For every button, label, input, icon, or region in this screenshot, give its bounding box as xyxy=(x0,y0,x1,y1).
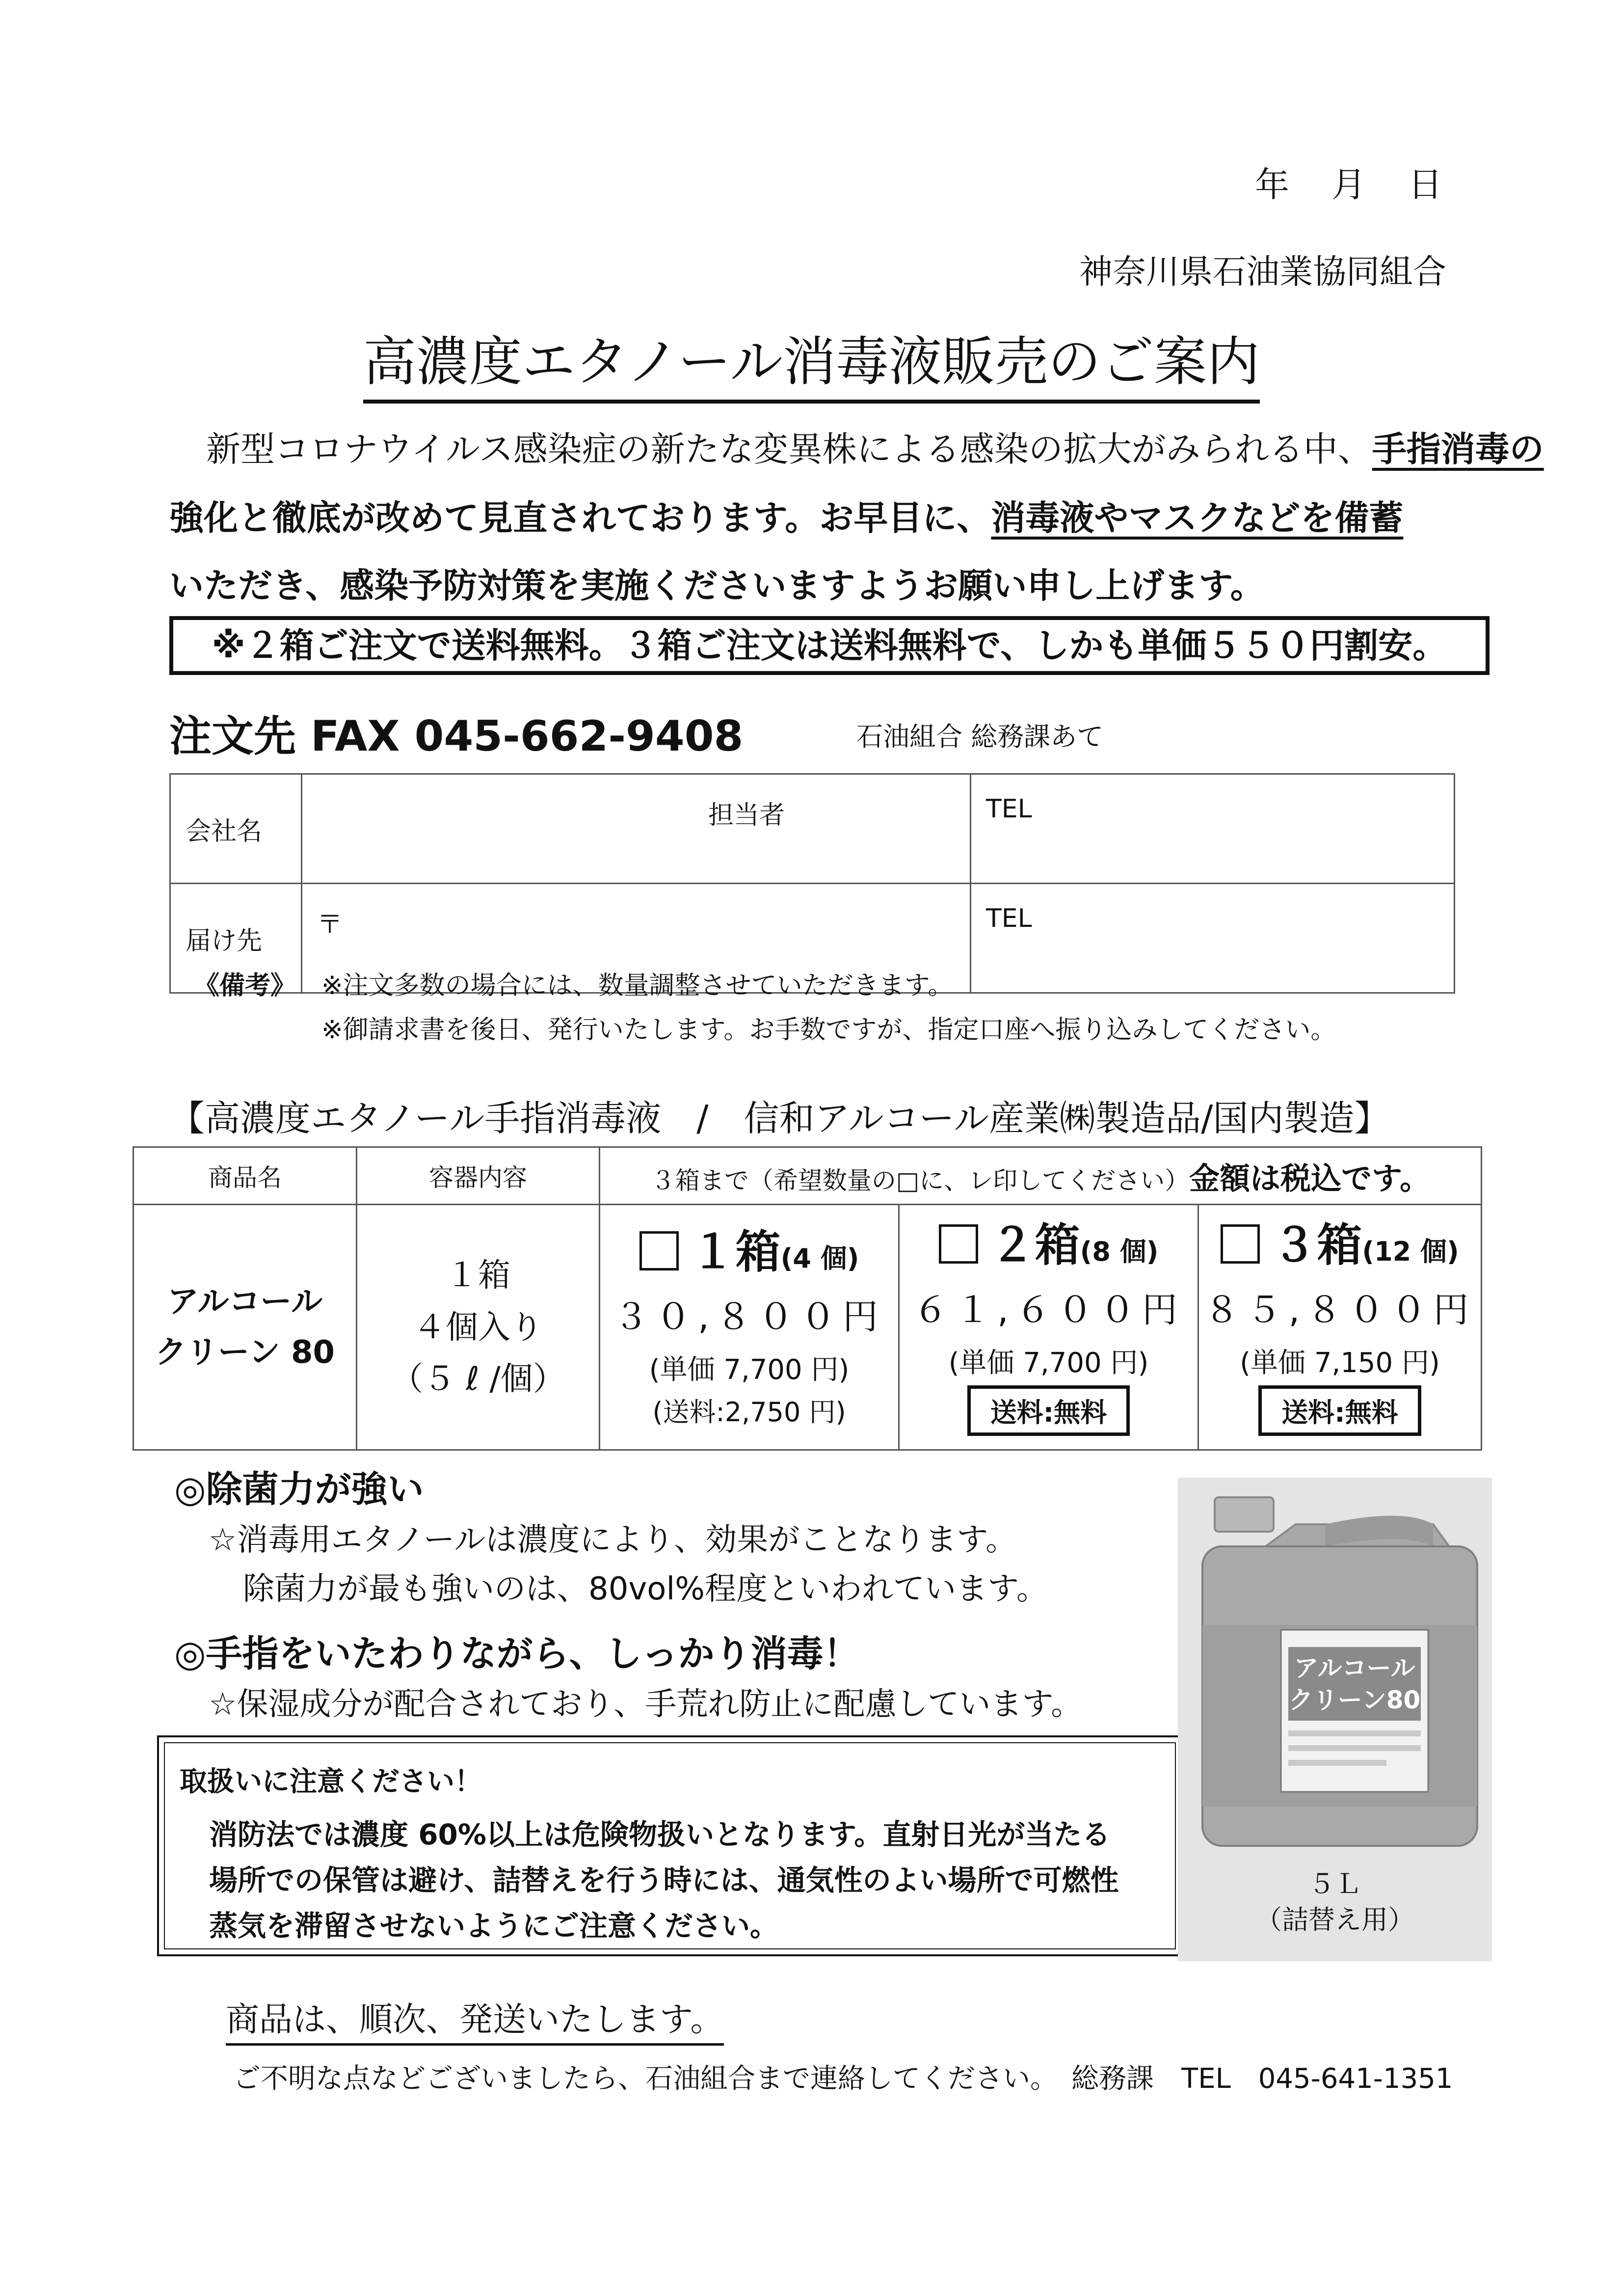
photo-label-line-1: アルコール xyxy=(1294,1654,1415,1682)
intro-emphasis: 消毒液やマスクなどを備蓄 xyxy=(991,498,1404,538)
content-line-1: １箱 xyxy=(446,1256,510,1295)
promo-banner: ※２箱ご注文で送料無料。３箱ご注文は送料無料で、しかも単価５５０円割安。 xyxy=(169,616,1490,675)
notes-label: 《備考》 xyxy=(194,971,296,1000)
checkbox-3-box[interactable] xyxy=(1221,1224,1260,1264)
option-1-price: ３０,８００円 xyxy=(613,1296,885,1338)
product-name-line-2: クリーン 80 xyxy=(155,1334,335,1371)
feature-2-line-1: ☆保湿成分が配合されており、手荒れ防止に配慮しています。 xyxy=(209,1686,1083,1723)
option-3-unit-price: (単価 7,150 円) xyxy=(1240,1347,1440,1379)
option-1-shipping: (送料:2,750 円) xyxy=(652,1397,846,1428)
photo-caption-type: （詰替え用） xyxy=(1255,1904,1414,1935)
caution-line-1: 消防法では濃度 60%以上は危険物扱いとなります。直射日光が当たる xyxy=(209,1818,1111,1851)
tel-label: TEL xyxy=(986,794,1032,824)
option-2-price: ６１,６００円 xyxy=(913,1289,1184,1331)
shipping-note xyxy=(226,1993,724,2041)
photo-label-line-2: クリーン80 xyxy=(1288,1686,1421,1714)
option-3-shipping-badge: 送料:無料 xyxy=(1258,1385,1421,1436)
option-3-count: (12 個) xyxy=(1362,1236,1459,1267)
product-heading: 【高濃度エタノール手指消毒液 / 信和アルコール産業㈱製造品/国内製造】 xyxy=(169,1098,1390,1139)
product-name-line-1: アルコール xyxy=(167,1284,323,1321)
page-title xyxy=(0,319,1623,395)
note-line-1: ※注文多数の場合には、数量調整させていただきます。 xyxy=(321,971,954,1000)
feature-2-title: ◎手指をいたわりながら、しっかり消毒！ xyxy=(174,1633,860,1675)
organization-name: 神奈川県石油業協同組合 xyxy=(1079,253,1446,292)
intro-line-1 xyxy=(206,429,1544,469)
tel-label: TEL xyxy=(986,904,1032,933)
option-1-unit-price: (単価 7,700 円) xyxy=(649,1354,850,1386)
checkbox-1-box[interactable] xyxy=(639,1231,679,1270)
intro-emphasis: 手指消毒の xyxy=(1372,429,1544,469)
feature-1-title: ◎除菌力が強い xyxy=(174,1468,424,1511)
contact-person-label: 担当者 xyxy=(708,801,785,830)
order-form xyxy=(169,773,1455,994)
postal-mark: 〒 xyxy=(317,910,343,940)
quantity-instruction: ３箱まで（希望数量の□に、レ印してください） xyxy=(650,1166,1190,1195)
option-2-unit-price: (単価 7,700 円) xyxy=(948,1347,1149,1379)
caution-title: 取扱いに注意ください！ xyxy=(180,1766,482,1798)
contact-line: ご不明な点などございましたら、石油組合まで連絡してください。 総務課 TEL 045-641-1351 xyxy=(233,2063,1453,2095)
option-2-shipping-badge: 送料:無料 xyxy=(967,1385,1130,1436)
option-1-label: １箱 xyxy=(690,1225,781,1278)
caution-box-inner xyxy=(164,1742,1176,1949)
content-line-3: （５ ℓ /個） xyxy=(391,1360,565,1398)
intro-text: 新型コロナウイルス感染症の新たな変異株による感染の拡大がみられる中、 xyxy=(206,429,1372,469)
tel-field-2[interactable] xyxy=(971,884,1455,993)
product-name-cell xyxy=(133,1205,357,1450)
caution-line-2: 場所での保管は避け、詰替えを行う時には、通気性のよい場所で可燃性 xyxy=(209,1863,1119,1897)
page-title-text: 高濃度エタノール消毒液販売のご案内 xyxy=(363,331,1260,404)
option-3-label: ３箱 xyxy=(1272,1218,1362,1271)
option-3-price: ８５,８００円 xyxy=(1204,1289,1476,1331)
intro-text: 強化と徹底が改めて見直されております。お早目に、 xyxy=(169,498,991,538)
fax-number: 注文先 FAX 045-662-9408 xyxy=(169,712,744,761)
option-cell-1 xyxy=(600,1205,899,1450)
company-label: 会社名 xyxy=(170,774,302,884)
tel-field-1[interactable] xyxy=(971,774,1455,884)
checkbox-2-box[interactable] xyxy=(939,1224,978,1264)
delivery-label: 届け先 xyxy=(170,884,302,993)
col-header-quantity xyxy=(600,1147,1482,1205)
date-line: 年 月 日 xyxy=(1255,164,1446,205)
feature-1-line-2: 除菌力が最も強いのは、80vol%程度といわれています。 xyxy=(243,1571,1048,1607)
col-header-content: 容器内容 xyxy=(357,1147,600,1205)
fax-recipient-note: 石油組合 総務課あて xyxy=(856,721,1104,752)
note-line-2: ※御請求書を後日、発行いたします。お手数ですが、指定口座へ振り込みしてください。 xyxy=(321,1015,1336,1045)
option-cell-2 xyxy=(899,1205,1198,1450)
feature-1-line-1: ☆消毒用エタノールは濃度により、効果がことなります。 xyxy=(209,1522,1017,1558)
option-cell-3 xyxy=(1198,1205,1482,1450)
option-2-label: ２箱 xyxy=(989,1218,1080,1271)
option-2-count: (8 個) xyxy=(1080,1236,1159,1267)
company-field[interactable] xyxy=(302,774,971,884)
content-line-2: ４個入り xyxy=(413,1308,543,1346)
intro-line-2 xyxy=(169,498,1404,538)
product-table xyxy=(133,1146,1482,1451)
option-1-count: (4 個) xyxy=(780,1243,859,1274)
tax-note: 金額は税込です。 xyxy=(1189,1160,1431,1196)
shipping-note-text: 商品は、順次、発送いたします。 xyxy=(226,2000,724,2046)
col-header-name: 商品名 xyxy=(133,1147,357,1205)
intro-line-3: いただき、感染予防対策を実施くださいますようお願い申し上げます。 xyxy=(169,566,1265,606)
caution-line-3: 蒸気を滞留させないようにご注意ください。 xyxy=(209,1909,779,1943)
caution-box xyxy=(157,1735,1183,1956)
container-content-cell xyxy=(357,1205,600,1450)
photo-caption-size: ５Ｌ xyxy=(1308,1868,1361,1899)
